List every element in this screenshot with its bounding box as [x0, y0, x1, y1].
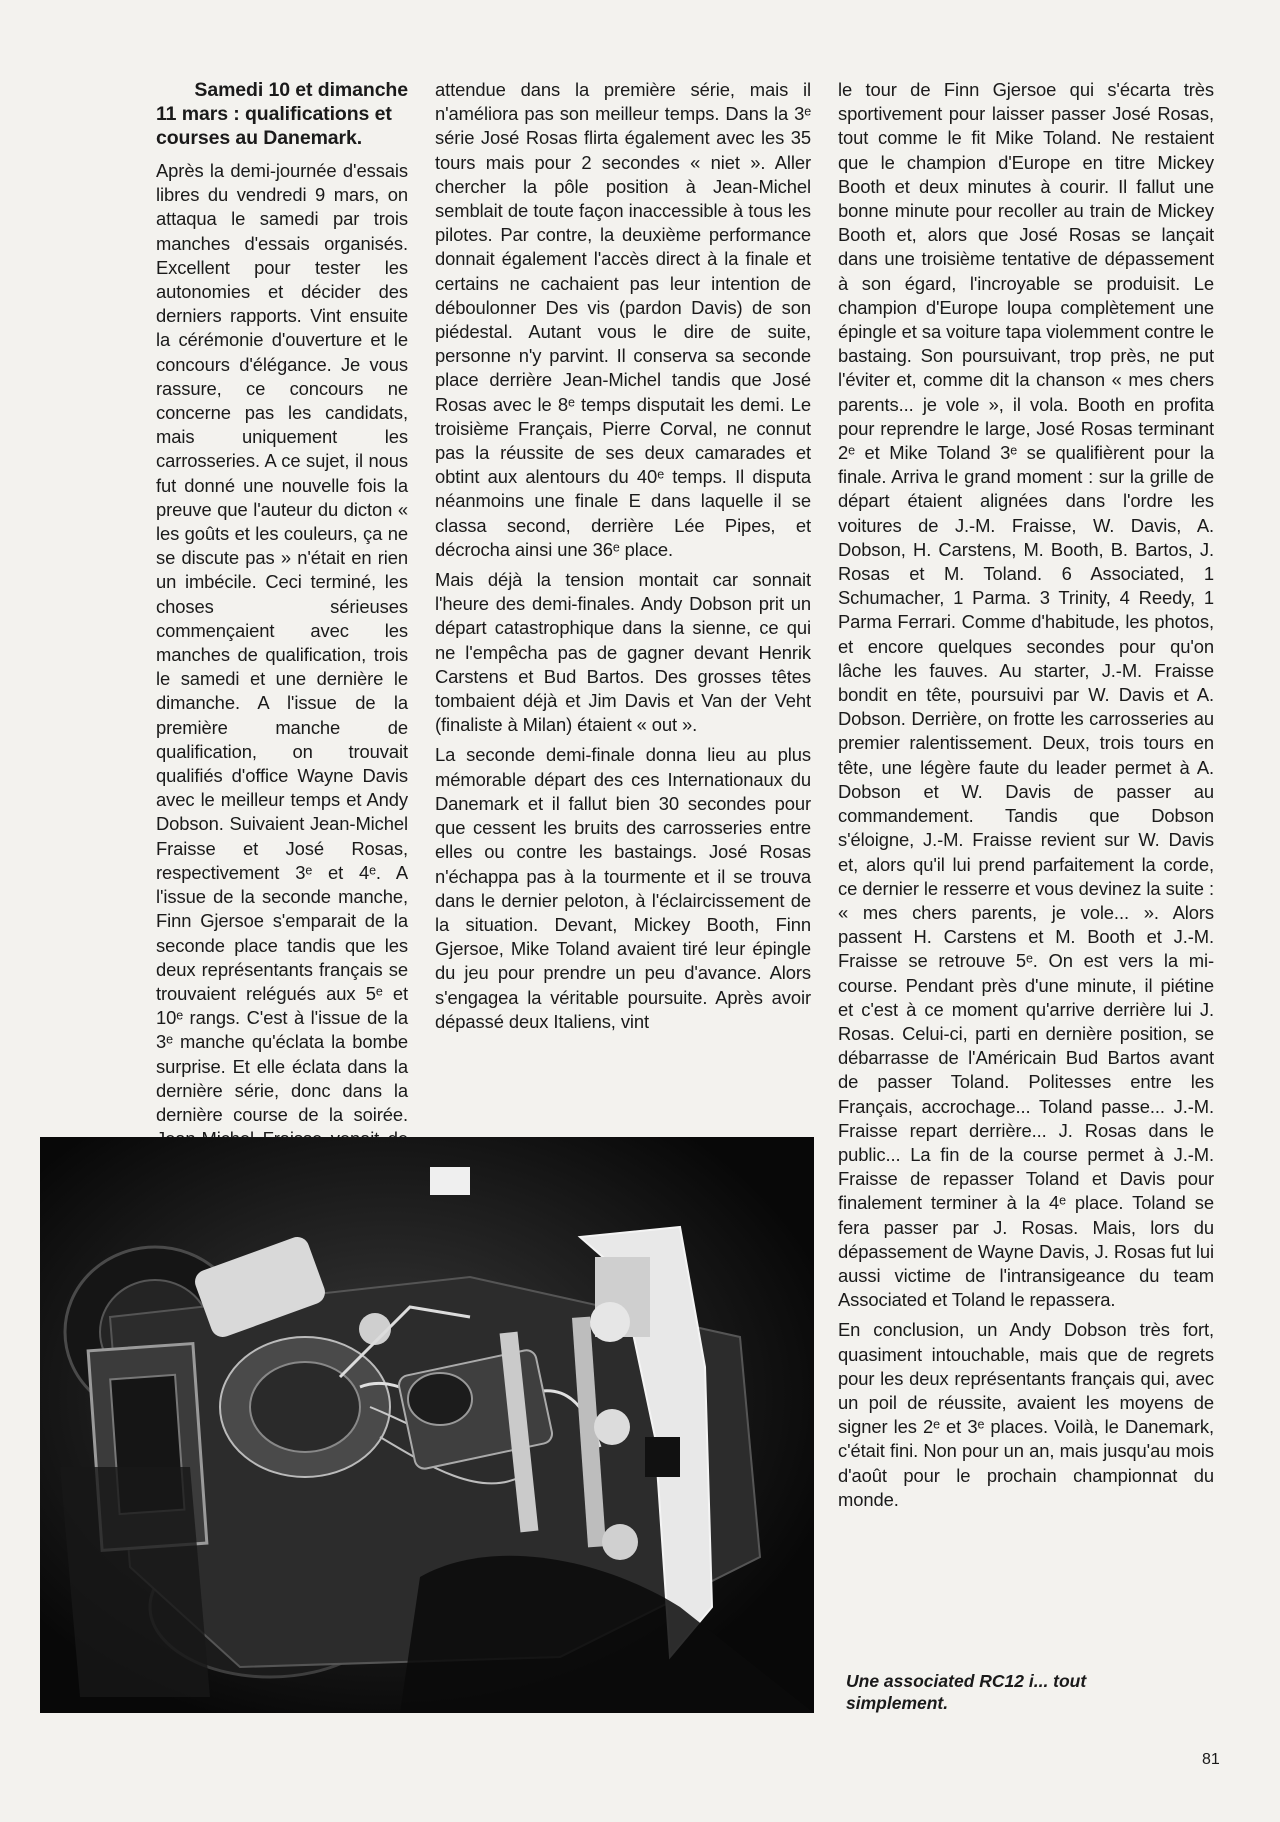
photo-caption: Une associated RC12 i... tout simplement. — [846, 1671, 1087, 1713]
paragraph: En conclusion, un Andy Dobson très fort, quasiment intouchable, mais que de regrets pour les deux représentants français qui, avec un poil de réussite, avaient les moyens de signer les 2ᵉ et 3ᵉ places. Voilà, le Danemark, c'était fini. Non pour un an, mais jusqu'au mois d'août pour le prochain championnat du monde. — [838, 1319, 1214, 1510]
paragraph: le tour de Finn Gjersoe qui s'écarta très sportivement pour laisser passer José Rosas, tout comme le fit Mike Toland. Ne restaient que le champion d'Europe en titre Mickey Booth et deux minutes à courir. Il fallut une bonne minute pour recoller au train de Mickey Booth et, alors que José Rosas se lançait dans une troisième tentative de dépassement à son égard, l'incroyable se produisit. Le champion d'Europe loupa complètement une épingle et sa voiture tapa violemment contre le bastaing. Son poursuivant, trop près, ne put l'éviter et, comme dit la chanson « mes chers parents... je vole », il vola. Booth en profita pour reprendre le large, José Rosas terminant 2ᵉ et Mike Toland 3ᵉ se qualifièrent pour la finale. Arriva le grand moment : sur la grille de départ étaient alignées dans l'ordre les voitures de J.-M. Fraisse, W. Davis, A. Dobson, H. Carstens, M. Booth, B. Bartos, J. Rosas et M. Toland. 6 Associated, 1 Schumacher, 1 Parma. 3 Trinity, 4 Reedy, 1 Parma Ferrari. Comme d'habitude, les photos, et encore quelques secondes pour qu'on lâche les fauves. Au starter, J.-M. Fraisse bondit en tête, poursuivi par W. Davis et A. Dobson. Derrière, on frotte les carrosseries au premier ralentissement. Deux, trois tours en tête, une légère faute du leader permet à A. Dobson et W. Davis de passer au commandement. Tandis que Dobson s'éloigne, J.-M. Fraisse revient sur W. Davis et, alors qu'il lui prend parfaitement la corde, ce dernier le resserre et vous devinez la suite : « mes chers parents, je vole... ». Alors passent H. Carstens et M. Booth et J.-M. Fraisse se retrouve 5ᵉ. On est vers la mi-course. Pendant près d'une minute, il piétine et c'est à ce moment qu'arrive derrière lui J. Rosas. Celui-ci, parti en dernière position, se débarrasse de l'Américain Bud Bartos avant de passer Toland. Politesses entre les Français, accrochage... Toland passe... J.-M. Fraisse repart derrière... J. Rosas dans le public... La fin de la course permet à J.-M. Fraisse de repasser Toland et Davis pour finalement terminer à la 4ᵉ place. Toland se fera passer par J. Rosas. Mais, lors du dépassement de Wayne Davis, J. Rosas fut lui aussi victime de l'intransigeance du team Associated et Toland le repassera. — [838, 79, 1214, 1311]
rc-car-chassis-photo — [40, 1137, 814, 1713]
section-heading-line-2: 11 mars : qualifications et courses au Danemark. — [156, 103, 392, 149]
article-column-3 — [838, 78, 1214, 1512]
page-number: 81 — [1202, 1751, 1220, 1768]
section-heading-line-1: Samedi 10 et dimanche — [194, 79, 408, 101]
section-heading — [156, 78, 408, 150]
photo-illustration — [40, 1137, 814, 1713]
article-column-2 — [435, 78, 811, 1034]
paragraph: La seconde demi-finale donna lieu au plus mémorable départ des ces Internationaux du Danemark et il fallut bien 30 secondes pour que cessent les bruits des carrosseries entre elles ou contre les bastaings. José Rosas n'échappa pas à la tourmente et il se trouva dans le dernier peloton, à l'éclaircissement de la situation. Devant, Mickey Booth, Finn Gjersoe, Mike Toland avaient tiré leur épingle du jeu pour prendre un peu d'avance. Alors s'engagea la véritable poursuite. Après avoir dépassé deux Italiens, vint — [435, 744, 811, 1032]
paragraph: Après la demi-journée d'essais libres du vendredi 9 mars, on attaqua le samedi par trois manches d'essais organisés. Excellent pour tester les autonomies et décider des derniers rapports. Vint ensuite la cérémonie d'ouverture et le concours d'élégance. Je vous rassure, ce concours ne concerne pas les candidats, mais uniquement les carrosseries. A ce sujet, il nous fut donné une nouvelle fois la preuve que l'auteur du dicton « les goûts et les couleurs, ça ne se discute pas » n'était en rien un imbécile. Ceci terminé, les choses sérieuses commençaient avec les manches de qualification, trois le samedi et une dernière le dimanche. A l'issue de la première manche de qualification, on trouvait qualifiés d'office Wayne Davis avec le meilleur temps et Andy Dobson. Suivaient Jean-Michel Fraisse et José Rosas, respectivement 3ᵉ et 4ᵉ. A l'issue de la seconde manche, Finn Gjersoe s'emparait de la seconde place tandis que les deux représentants français se trouvaient relégués aux 5ᵉ et 10ᵉ rangs. C'est à l'issue de la 3ᵉ manche qu'éclata la bombe surprise. Et elle éclata dans la dernière série, donc dans la dernière course de la soirée. — [156, 160, 408, 1125]
paragraph: Mais déjà la tension montait car sonnait l'heure des demi-finales. Andy Dobson prit un départ catastrophique dans la sienne, ce qui ne l'empêcha pas de gagner devant Henrik Carstens et Bud Bartos. Des grosses têtes tombaient déjà et Jim Davis et Van der Veht (finaliste à Milan) étaient « out ». — [435, 569, 811, 736]
paragraph: attendue dans la première série, mais il n'améliora pas son meilleur temps. Dans la 3ᵉ série José Rosas flirta également avec les 35 tours mais pour 2 secondes « niet ». Aller chercher la pôle position à Jean-Michel semblait de toute façon inaccessible à tous les pilotes. Par contre, la deuxième performance donnait également l'accès direct à la finale et certains ne cachaient pas leur intention de déboulonner Des vis (pardon Davis) de son piédestal. Autant vous le dire de suite, personne n'y parvint. Il conserva sa seconde place derrière Jean-Michel tandis que José Rosas avec le 8ᵉ temps disputait les demi. Le troisième Français, Pierre Corval, ne connut pas la réussite de ses deux camarades et obtint aux alentours du 40ᵉ temps. Il disputa néanmoins une finale E dans laquelle il se classa second, derrière Lée Pipes, et décrocha ainsi une 36ᵉ place. — [435, 79, 811, 560]
